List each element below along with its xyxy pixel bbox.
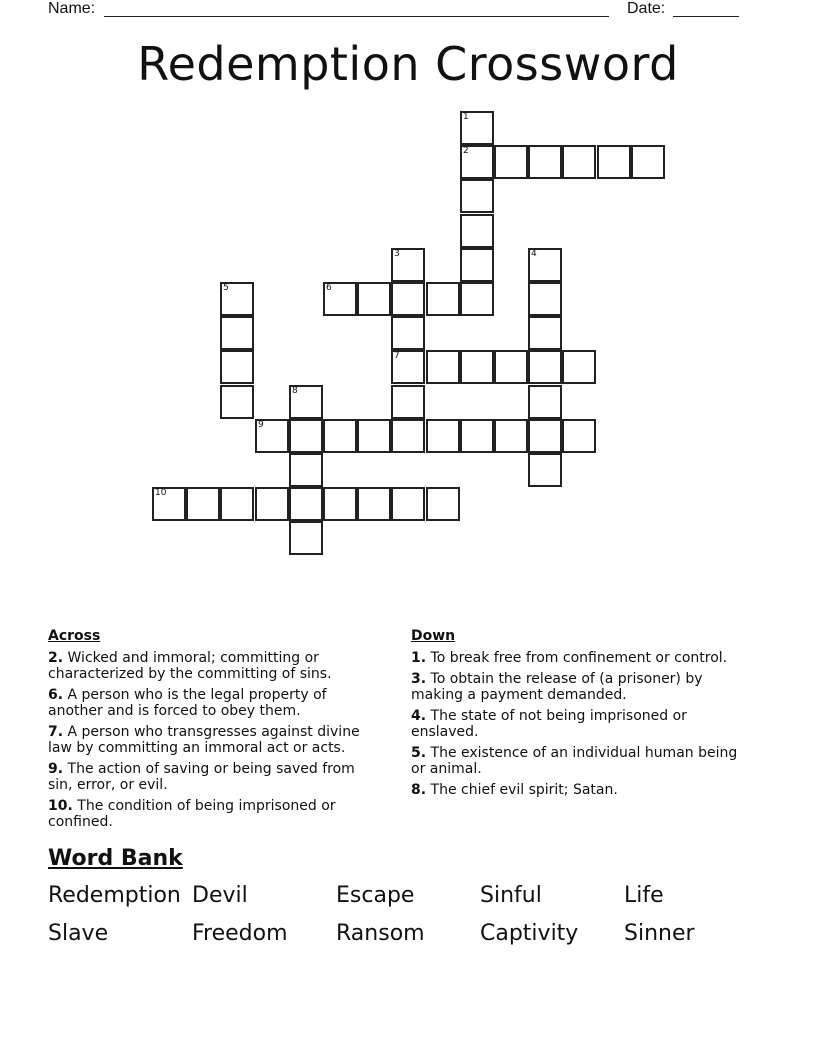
crossword-cell[interactable] [494,145,528,179]
cell-number: 9 [258,420,264,430]
clue-number: 5. [411,745,427,761]
crossword-cell[interactable] [220,350,254,384]
crossword-cell[interactable] [460,248,494,282]
clue-down-5 [411,745,741,777]
clue-number: 6. [48,687,64,703]
crossword-cell[interactable] [391,350,425,384]
crossword-cell[interactable] [391,419,425,453]
crossword-cell[interactable] [220,282,254,316]
clue-text: The existence of an individual human being or animal. [411,745,738,777]
date-label: Date: [627,0,666,17]
clue-text: The condition of being imprisoned or confined. [48,798,336,830]
word-bank-item: Redemption [48,883,181,908]
crossword-cell[interactable] [460,214,494,248]
crossword-cell[interactable] [220,316,254,350]
crossword-cell[interactable] [494,350,528,384]
clue-number: 10. [48,798,73,814]
crossword-cell[interactable] [562,419,596,453]
word-bank-item: Escape [336,883,415,908]
crossword-cell[interactable] [460,111,494,145]
clue-down-8 [411,782,741,798]
crossword-cell[interactable] [255,487,289,521]
cell-number: 7 [394,351,400,361]
crossword-cell[interactable] [391,487,425,521]
crossword-cell[interactable] [289,419,323,453]
clue-text: A person who is the legal property of another and is forced to obey them. [48,687,327,719]
cell-number: 3 [394,249,400,259]
clue-text: To break free from confinement or control. [430,650,728,666]
crossword-cell[interactable] [323,487,357,521]
crossword-cell[interactable] [460,282,494,316]
clue-text: The action of saving or being saved from sin, error, or evil. [48,761,355,793]
crossword-cell[interactable] [220,385,254,419]
across-heading: Across [48,628,101,644]
word-bank-item: Slave [48,921,109,946]
crossword-cell[interactable] [460,350,494,384]
clue-text: The chief evil spirit; Satan. [430,782,618,798]
crossword-cell[interactable] [426,487,460,521]
crossword-cell[interactable] [323,282,357,316]
word-bank-item: Freedom [192,921,288,946]
down-heading: Down [411,628,456,644]
crossword-cell[interactable] [426,350,460,384]
clue-number: 2. [48,650,64,666]
clue-down-3 [411,671,741,703]
across-clues [48,628,383,835]
crossword-cell[interactable] [528,385,562,419]
crossword-cell[interactable] [426,282,460,316]
crossword-cell[interactable] [528,248,562,282]
crossword-cell[interactable] [528,350,562,384]
crossword-cell[interactable] [528,282,562,316]
cell-number: 6 [326,283,332,293]
clue-text: A person who transgresses against divine law by committing an immoral act or acts. [48,724,360,756]
crossword-cell[interactable] [391,385,425,419]
clue-across-10 [48,798,383,830]
cell-number: 10 [155,488,167,498]
crossword-cell[interactable] [597,145,631,179]
cell-number: 8 [292,386,298,396]
crossword-cell[interactable] [391,282,425,316]
crossword-cell[interactable] [460,419,494,453]
crossword-cell[interactable] [391,248,425,282]
cell-number: 5 [223,283,229,293]
crossword-cell[interactable] [289,521,323,555]
word-bank-item: Ransom [336,921,425,946]
word-bank-item: Life [624,883,664,908]
crossword-cell[interactable] [426,419,460,453]
crossword-cell[interactable] [528,419,562,453]
clue-number: 7. [48,724,64,740]
crossword-cell[interactable] [255,419,289,453]
clue-across-6 [48,687,383,719]
crossword-cell[interactable] [323,419,357,453]
down-clues [411,628,741,803]
clue-text: To obtain the release of (a prisoner) by making a payment demanded. [411,671,703,703]
crossword-cell[interactable] [391,316,425,350]
crossword-cell[interactable] [186,487,220,521]
crossword-cell[interactable] [528,145,562,179]
clue-down-4 [411,708,741,740]
crossword-cell[interactable] [289,487,323,521]
crossword-cell[interactable] [494,419,528,453]
clue-text: The state of not being imprisoned or enslaved. [411,708,687,740]
page-title: Redemption Crossword [137,37,679,91]
crossword-cell[interactable] [357,282,391,316]
clue-down-1 [411,650,741,666]
crossword-cell[interactable] [562,145,596,179]
crossword-cell[interactable] [528,453,562,487]
word-bank-item: Sinner [624,921,695,946]
word-bank-item: Sinful [480,883,542,908]
cell-number: 2 [463,146,469,156]
crossword-cell[interactable] [460,179,494,213]
crossword-cell[interactable] [631,145,665,179]
clue-across-7 [48,724,383,756]
word-bank-item: Captivity [480,921,579,946]
clue-number: 1. [411,650,427,666]
cell-number: 4 [531,249,537,259]
crossword-cell[interactable] [289,453,323,487]
crossword-cell[interactable] [357,487,391,521]
word-bank-item: Devil [192,883,248,908]
cell-number: 1 [463,112,469,122]
crossword-cell[interactable] [357,419,391,453]
clue-number: 3. [411,671,427,687]
clue-number: 4. [411,708,427,724]
crossword-cell[interactable] [289,385,323,419]
crossword-cell[interactable] [528,316,562,350]
crossword-cell[interactable] [220,487,254,521]
clue-number: 9. [48,761,64,777]
clue-number: 8. [411,782,427,798]
crossword-cell[interactable] [152,487,186,521]
name-label: Name: [48,0,96,17]
crossword-cell[interactable] [460,145,494,179]
clue-text: Wicked and immoral; committing or characterized by the committing of sins. [48,650,332,682]
crossword-cell[interactable] [562,350,596,384]
clue-across-9 [48,761,383,793]
word-bank-heading: Word Bank [48,846,183,871]
clue-across-2 [48,650,383,682]
